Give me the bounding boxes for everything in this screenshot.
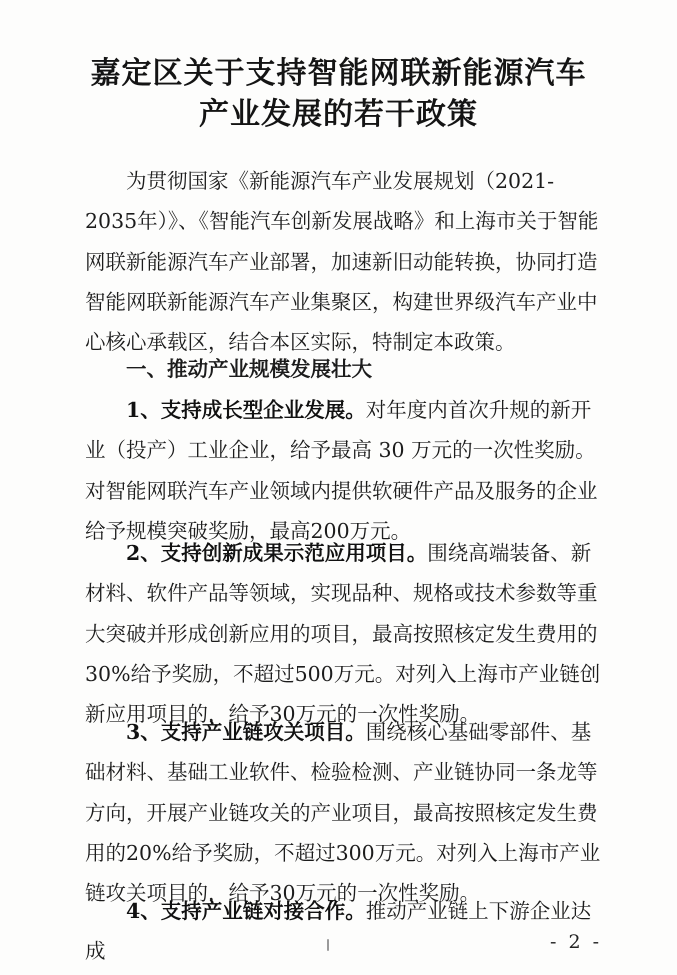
scan-speck <box>327 939 329 951</box>
policy-item-3 <box>85 712 605 913</box>
policy-item-4-lead: 4、支持产业链对接合作。 <box>126 899 366 923</box>
policy-item-1-body: 对年度内首次升规的新开业（投产）工业企业，给予最高 30 万元的一次性奖励。对智能网联汽车产业领域内提供软硬件产品及服务的企业给予规模突破奖励，最高200万元。 <box>85 398 598 543</box>
policy-item-2 <box>85 533 605 734</box>
policy-item-2-lead: 2、支持创新成果示范应用项目。 <box>126 541 428 565</box>
policy-item-1 <box>85 390 605 551</box>
page-number: - 2 - <box>550 931 603 953</box>
policy-item-4-body: 推动产业链上下游企业达成 <box>85 899 592 964</box>
policy-item-1-lead: 1、支持成长型企业发展。 <box>126 398 366 422</box>
policy-item-4 <box>85 891 605 972</box>
policy-item-3-lead: 3、支持产业链攻关项目。 <box>126 720 366 744</box>
section-heading: 一、推动产业规模发展壮大 <box>126 357 372 381</box>
policy-item-3-body: 围绕核心基础零部件、基础材料、基础工业软件、检验检测、产业链协同一条龙等方向，开展产业链攻关的产业项目，最高按照核定发生费用的20%给予奖励，不超过300万元。对列入上海市产业链攻关项目的，给予30万元的一次性奖励。 <box>85 720 601 906</box>
document-title-line2: 产业发展的若干政策 <box>199 97 478 132</box>
policy-item-2-body: 围绕高端装备、新材料、软件产品等领域，实现品种、规格或技术参数等重大突破并形成创新应用的项目，最高按照核定发生费用的30%给予奖励，不超过500万元。对列入上海市产业链创新应用项目的，给予30万元的一次性奖励。 <box>85 541 601 727</box>
document-title-line1: 嘉定区关于支持智能网联新能源汽车 <box>90 56 587 91</box>
intro-paragraph: 为贯彻国家《新能源汽车产业发展规划（2021-2035年）》、《智能汽车创新发展战略》和上海市关于智能网联新能源汽车产业部署，加速新旧动能转换，协同打造智能网联新能源汽车产业集聚区，构建世界级汽车产业中心核心承载区，结合本区实际，特制定本政策。 <box>85 169 599 355</box>
